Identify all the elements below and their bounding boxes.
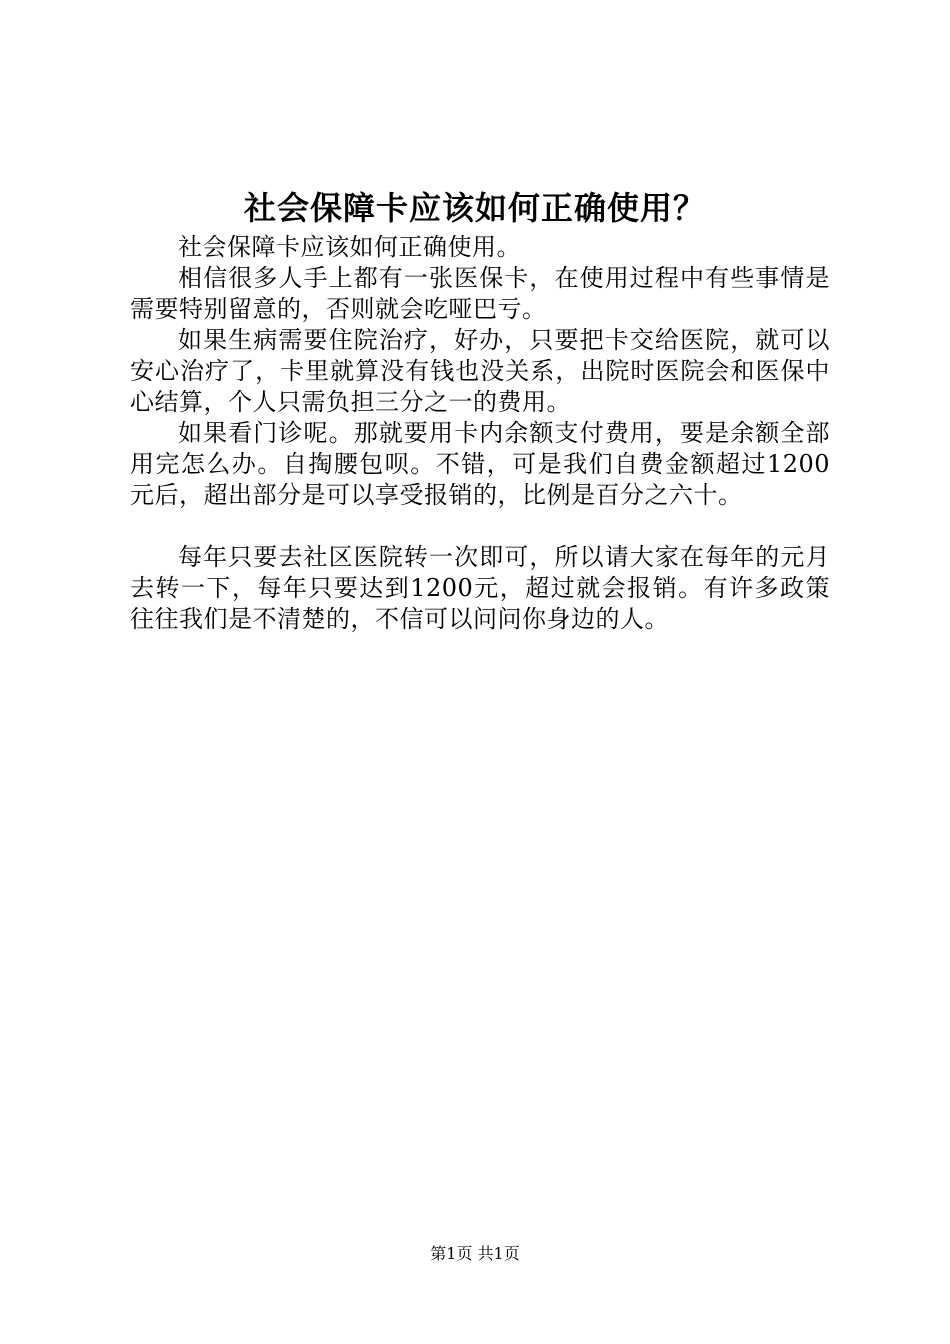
paragraph-intro: 社会保障卡应该如何正确使用。 [178, 233, 521, 261]
paragraph-3: 如果看门诊呢。那就要用卡内余额支付费用，要是余额全部用完怎么办。自掏腰包呗。不错，可是我们自费金额超过1200元后，超出部分是可以享受报销的，比例是百分之六十。 [130, 419, 830, 509]
paragraph-4: 每年只要去社区医院转一次即可，所以请大家在每年的元月去转一下，每年只要达到1200元，超过就会报销。有许多政策往往我们是不清楚的，不信可以问问你身边的人。 [130, 543, 830, 633]
page-number-footer: 第1页 共1页 [430, 1244, 520, 1263]
document-title: 社会保障卡应该如何正确使用？ [243, 189, 706, 227]
paragraph-1: 相信很多人手上都有一张医保卡，在使用过程中有些事情是需要特别留意的，否则就会吃哑巴亏。 [130, 264, 830, 323]
paragraph-spacer [130, 511, 830, 542]
document-body [130, 232, 830, 635]
paragraph-2: 如果生病需要住院治疗，好办，只要把卡交给医院，就可以安心治疗了，卡里就算没有钱也没关系，出院时医院会和医保中心结算，个人只需负担三分之一的费用。 [130, 326, 830, 416]
